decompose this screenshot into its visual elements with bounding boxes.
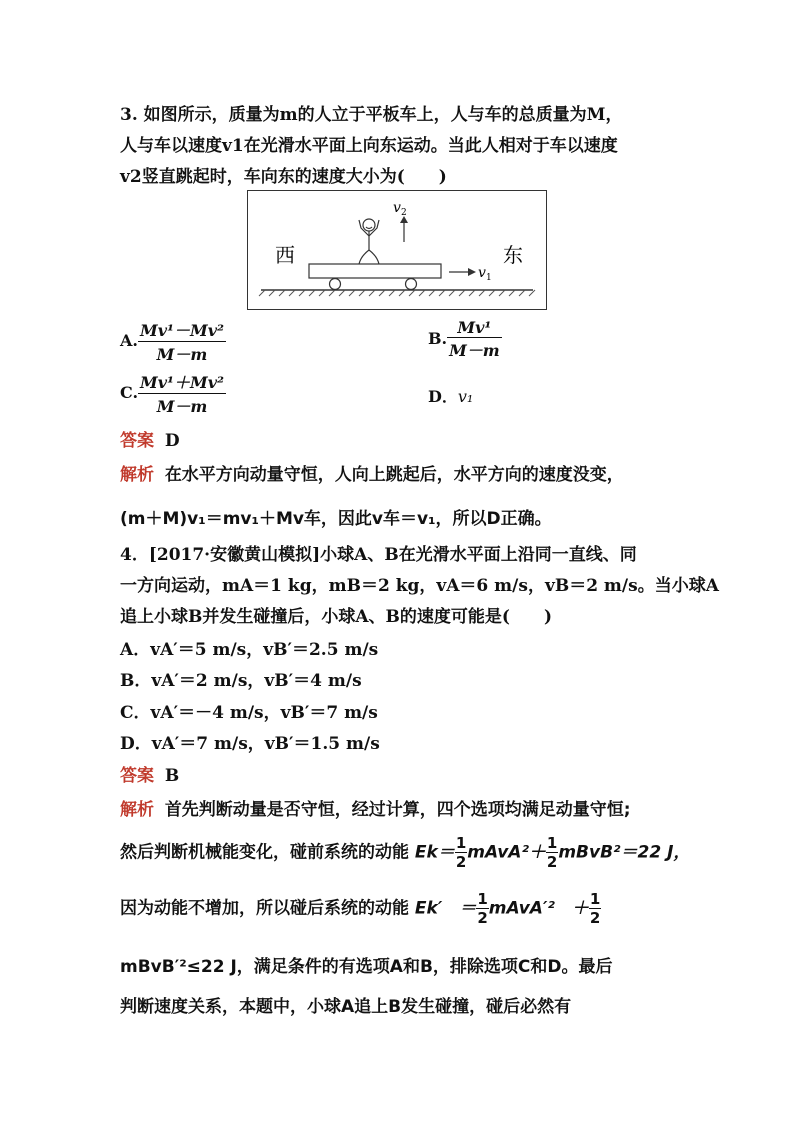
q4-option-c: C．vA′＝－4 m/s，vB′＝7 m/s: [120, 703, 378, 723]
q3-answer: 答案 D: [120, 431, 180, 451]
q4-line-3: 追上小球B并发生碰撞后，小球A、B的速度可能是( ): [120, 607, 553, 627]
q3-analysis-1: 解析 在水平方向动量守恒，人向上跳起后，水平方向的速度没变，: [120, 465, 624, 485]
q3-line-2: 人与车以速度v1在光滑水平面上向东运动。当此人相对于车以速度: [120, 136, 618, 156]
wheel-right: [406, 279, 417, 290]
q4-option-d: D．vA′＝7 m/s，vB′＝1.5 m/s: [120, 734, 380, 754]
v1-label: v: [478, 265, 486, 281]
svg-text:1: 1: [486, 273, 492, 283]
q4-line-2: 一方向运动，mA＝1 kg，mB＝2 kg，vA＝6 m/s，vB＝2 m/s。当小球A: [120, 576, 719, 596]
q4-option-b: B．vA′＝2 m/s，vB′＝4 m/s: [120, 671, 362, 691]
q4-answer: 答案 B: [120, 766, 180, 786]
q4-line-1: 4．[2017·安徽黄山模拟]小球A、B在光滑水平面上沿同一直线、同: [120, 545, 637, 565]
q3-option-c: C. $\frac{\text{Mv¹＋Mv²}}{M-m}$: [120, 370, 226, 417]
svg-text:2: 2: [401, 208, 407, 218]
east-label: 东: [503, 243, 523, 267]
q3-option-b: B. $\frac{\text{Mv¹}}{M-m}$: [428, 318, 500, 360]
wheel-left: [330, 279, 341, 290]
q3-line-1: 3. 如图所示，质量为m的人立于平板车上，人与车的总质量为M，: [120, 105, 623, 125]
west-label: 西: [275, 243, 295, 267]
q3-option-a: A. $\frac{\text{Mv¹－Mv²}}{M-m}$: [120, 318, 226, 365]
q3-analysis-2: (m＋M)v₁＝mv₁＋Mv车，因此v车＝v₁，所以D正确。: [120, 509, 552, 529]
q4-analysis-4: mBvB′²≤22 J，满足条件的有选项A和B，排除选项C和D。最后: [120, 957, 613, 977]
cart: [309, 264, 441, 278]
q3-line-3: v2竖直跳起时，车向东的速度大小为( ): [120, 167, 447, 187]
q4-analysis-1: 解析 首先判断动量是否守恒，经过计算，四个选项均满足动量守恒;: [120, 800, 631, 820]
q4-option-a: A．vA′＝5 m/s，vB′＝2.5 m/s: [120, 640, 379, 660]
q3-figure: [247, 190, 547, 310]
v2-label: v: [393, 200, 401, 216]
q3-option-d: D．v₁: [428, 387, 474, 406]
q4-analysis-2: 然后判断机械能变化，碰前系统的动能 Ek＝ $\frac{1}{2}$ mAvA²＋ $\frac{1}{2}$ mBvB²＝22 J，: [120, 834, 691, 871]
q4-analysis-5: 判断速度关系，本题中，小球A追上B发生碰撞，碰后必然有: [120, 997, 572, 1017]
q4-analysis-3: 因为动能不增加，所以碰后系统的动能 Ek′ ＝ $\frac{1}{2}$ mAvA′² ＋ $\frac{1}{2}$: [120, 890, 601, 927]
